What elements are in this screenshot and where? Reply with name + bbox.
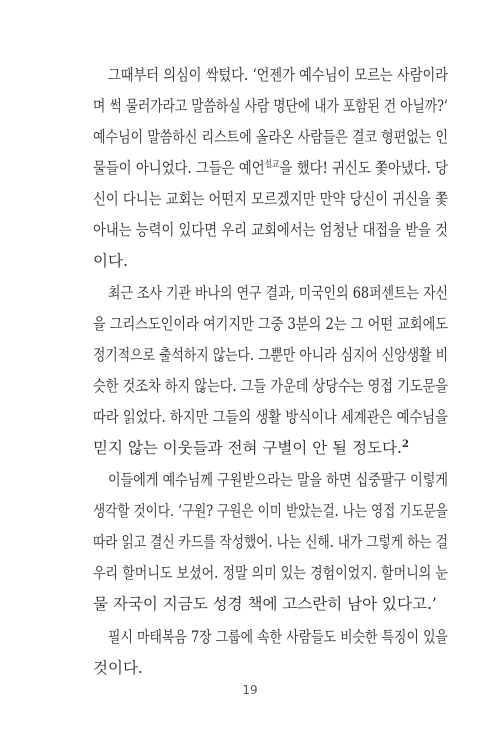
footnote-marker: 2 (401, 438, 409, 450)
body-line (0, 250, 500, 272)
body-text: 최근 조사 기관 바나의 연구 결과, 미국인의 68퍼센트는 자신 (108, 284, 448, 302)
body-line (0, 562, 500, 584)
body-line (0, 64, 500, 86)
body-text: 필시 마태복음 7장 그룹에 속한 사람들도 비슷한 특징이 있을 (108, 628, 448, 646)
body-line (0, 188, 500, 210)
body-line (0, 531, 500, 553)
body-text: 물 자국이 지금도 성경 책에 고스란히 남아 있다고.’ (93, 595, 437, 613)
body-text: 이들에게 예수님께 구원받으라는 말을 하면 십중팔구 이렇게 (108, 471, 448, 489)
body-line (0, 375, 500, 397)
body-text: 생각할 것이다. ‘구원? 구원은 이미 받았는걸. 나는 영접 기도문을 (93, 502, 448, 520)
body-text: 예수님이 말씀하신 리스트에 올라온 사람들은 결코 형편없는 인 (93, 128, 449, 146)
body-text-segment: 믿지 않는 이웃들과 전혀 구별이 안 될 정도다. (93, 439, 402, 457)
body-line (0, 344, 500, 366)
body-line (0, 469, 500, 491)
body-text: 정기적으로 출석하지 않는다. 그뿐만 아니라 심지어 신앙생활 비 (93, 346, 448, 364)
body-line (0, 626, 500, 648)
body-text: 며 썩 물러가라고 말씀하실 사람 명단에 내가 포함된 건 아닐까?’ (93, 97, 448, 115)
body-text: 그때부터 의심이 싹텄다. ‘언젠가 예수님이 모르는 사람이라 (108, 66, 449, 84)
body-line (0, 437, 500, 459)
body-text: 우리 할머니도 보셨어. 정말 의미 있는 경험이었지. 할머니의 눈 (93, 564, 448, 582)
body-text: 따라 읽었다. 하지만 그들의 생활 방식이나 세계관은 예수님을 (93, 408, 448, 426)
body-text: 을 그리스도인이라 여기지만 그중 3분의 2는 그 어떤 교회에도 (93, 315, 449, 333)
body-line (0, 219, 500, 241)
body-line (0, 313, 500, 335)
body-text: 따라 읽고 결신 카드를 작성했어. 나는 신해. 내가 그렇게 하는 걸 (93, 533, 448, 551)
body-line (0, 500, 500, 522)
body-line (0, 657, 500, 679)
body-text: 신이 다니는 교회는 어떤지 모르겠지만 만약 당신이 귀신을 쫓 (93, 190, 448, 208)
body-line (0, 157, 500, 179)
body-text: 이다. (93, 252, 128, 270)
body-text: 것이다. (93, 659, 143, 677)
body-text (93, 157, 448, 179)
page-number: 19 (242, 683, 258, 697)
body-line (0, 282, 500, 304)
body-text (93, 437, 409, 459)
body-line (0, 95, 500, 117)
body-line (0, 406, 500, 428)
body-text-segment: 을 했다! 귀신도 쫓아냈다. 당 (279, 159, 449, 177)
body-line (0, 593, 500, 615)
body-text-segment: 물들이 아니었다. 그들은 예언 (93, 159, 265, 177)
body-text: 슷한 것조차 하지 않는다. 그들 가운데 상당수는 영접 기도문을 (93, 377, 448, 395)
body-line (0, 126, 500, 148)
body-text: 아내는 능력이 있다면 우리 교회에서는 엄청난 대접을 받을 것 (93, 221, 448, 239)
superscript-annotation: 설교 (264, 159, 280, 170)
